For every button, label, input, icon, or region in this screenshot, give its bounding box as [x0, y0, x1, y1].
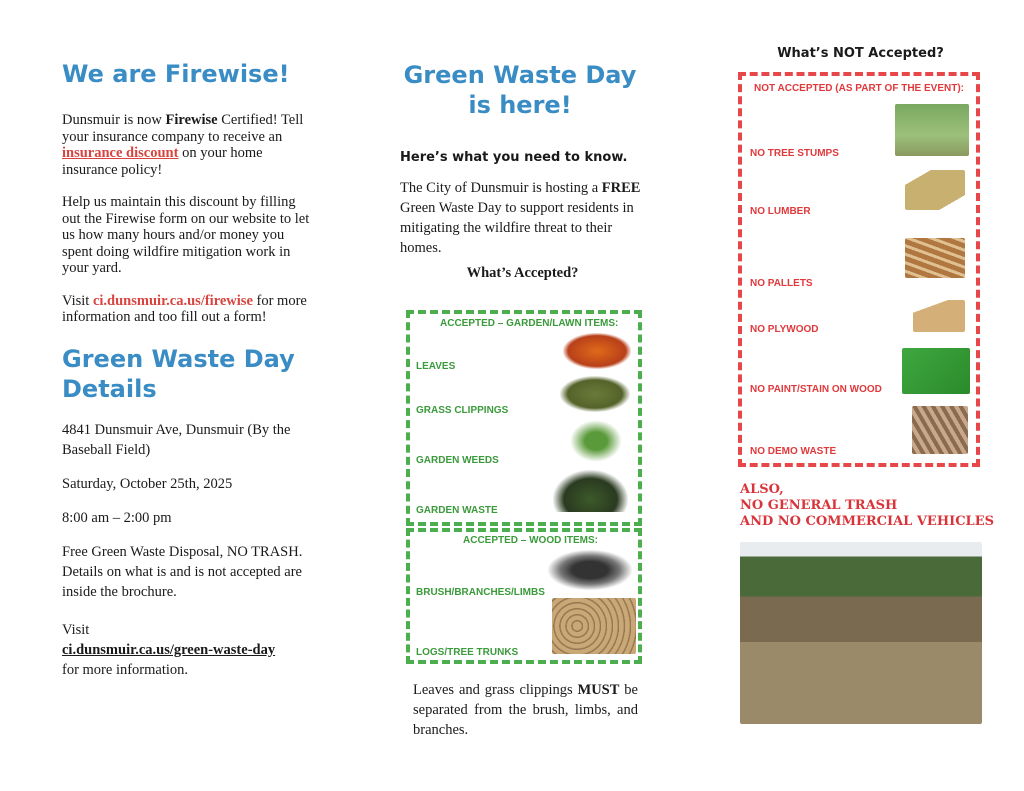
not-accepted-item: NO PAINT/STAIN ON WOOD: [750, 384, 882, 395]
event-time: 8:00 am – 2:00 pm: [62, 510, 172, 526]
green-waste-day-link[interactable]: ci.dunsmuir.ca.us/green-waste-day: [62, 642, 276, 658]
text: MUST: [577, 682, 620, 698]
tree-stump-image: [895, 104, 969, 156]
green-waste-photo: [740, 542, 982, 724]
logs-image: [552, 598, 636, 654]
text: Visit: [62, 292, 93, 309]
leaves-image: [563, 333, 631, 369]
wood-item: BRUSH/BRANCHES/LIMBS: [416, 587, 545, 598]
text: ALSO,: [740, 482, 784, 497]
also-note: [740, 482, 994, 530]
not-accepted-item: NO TREE STUMPS: [750, 148, 839, 159]
insurance-discount-link[interactable]: insurance discount: [62, 145, 179, 161]
garden-item: GRASS CLIPPINGS: [416, 405, 509, 416]
wood-item: LOGS/TREE TRUNKS: [416, 647, 519, 658]
text: NO GENERAL TRASH: [740, 498, 898, 513]
garden-item: GARDEN WEEDS: [416, 455, 499, 466]
text: Certified! Tell your insurance company to receive an: [62, 112, 304, 145]
text: for more information and too fill out a form!: [62, 292, 307, 325]
text: be separated from the brush, limbs, and branches.: [413, 682, 638, 738]
garden-item: LEAVES: [416, 361, 456, 372]
details-text: [62, 420, 312, 680]
weeds-image: [570, 420, 622, 462]
know-heading: Here’s what you need to know.: [400, 150, 628, 165]
demo-waste-image: [912, 406, 968, 454]
not-accepted-item: NO PLYWOOD: [750, 324, 819, 335]
disposal-text: Free Green Waste Disposal, NO TRASH. Details on what is and is not accepted are inside the brochure.: [62, 544, 303, 600]
intro-text: [400, 178, 645, 258]
text: Green Waste Day to support residents in mitigating the wildfire threat to their homes.: [400, 200, 634, 256]
address: 4841 Dunsmuir Ave, Dunsmuir (By the Baseball Field): [62, 422, 291, 458]
text: Firewise: [165, 112, 218, 128]
text: on your home insurance policy!: [62, 145, 263, 178]
grass-clippings-image: [560, 376, 630, 412]
separation-note: [413, 680, 638, 740]
not-accepted-heading: What’s NOT Accepted?: [777, 46, 944, 61]
text: AND NO COMMERCIAL VEHICLES: [740, 514, 994, 529]
not-accepted-item: NO LUMBER: [750, 206, 811, 217]
lumber-image: [905, 170, 965, 210]
brush-image: [548, 550, 632, 590]
paint-stain-image: [902, 348, 970, 394]
garden-item: GARDEN WASTE: [416, 505, 498, 516]
text: Leaves and grass clippings: [413, 682, 578, 698]
firewise-text: [62, 112, 317, 342]
text: FREE: [601, 180, 641, 196]
garden-header: ACCEPTED – GARDEN/LAWN ITEMS:: [440, 318, 619, 329]
plywood-image: [913, 300, 965, 332]
text: Green Waste Day: [403, 61, 637, 89]
wood-header: ACCEPTED – WOOD ITEMS:: [463, 535, 599, 546]
text: for more information.: [62, 662, 189, 678]
details-title: Green Waste Day Details: [62, 345, 295, 403]
green-waste-title: [400, 60, 640, 120]
firewise-link[interactable]: ci.dunsmuir.ca.us/firewise: [92, 292, 253, 309]
accepted-heading: What’s Accepted?: [466, 265, 579, 281]
event-date: Saturday, October 25th, 2025: [62, 476, 233, 492]
firewise-help-text: Help us maintain this discount by filling out the Firewise form on our website to let us how many hours and/or money you spent doing wildfire mitigation work in your yard.: [62, 194, 310, 276]
text: Dunsmuir is now: [62, 112, 166, 128]
not-accepted-header: NOT ACCEPTED (AS PART OF THE EVENT):: [754, 83, 964, 94]
text: is here!: [468, 91, 572, 119]
pallets-image: [905, 238, 965, 278]
garden-waste-image: [553, 470, 628, 512]
text: The City of Dunsmuir is hosting a: [400, 180, 602, 196]
text: Visit: [62, 622, 90, 638]
not-accepted-item: NO DEMO WASTE: [750, 446, 837, 457]
not-accepted-item: NO PALLETS: [750, 278, 813, 289]
firewise-title: We are Firewise!: [62, 60, 290, 88]
